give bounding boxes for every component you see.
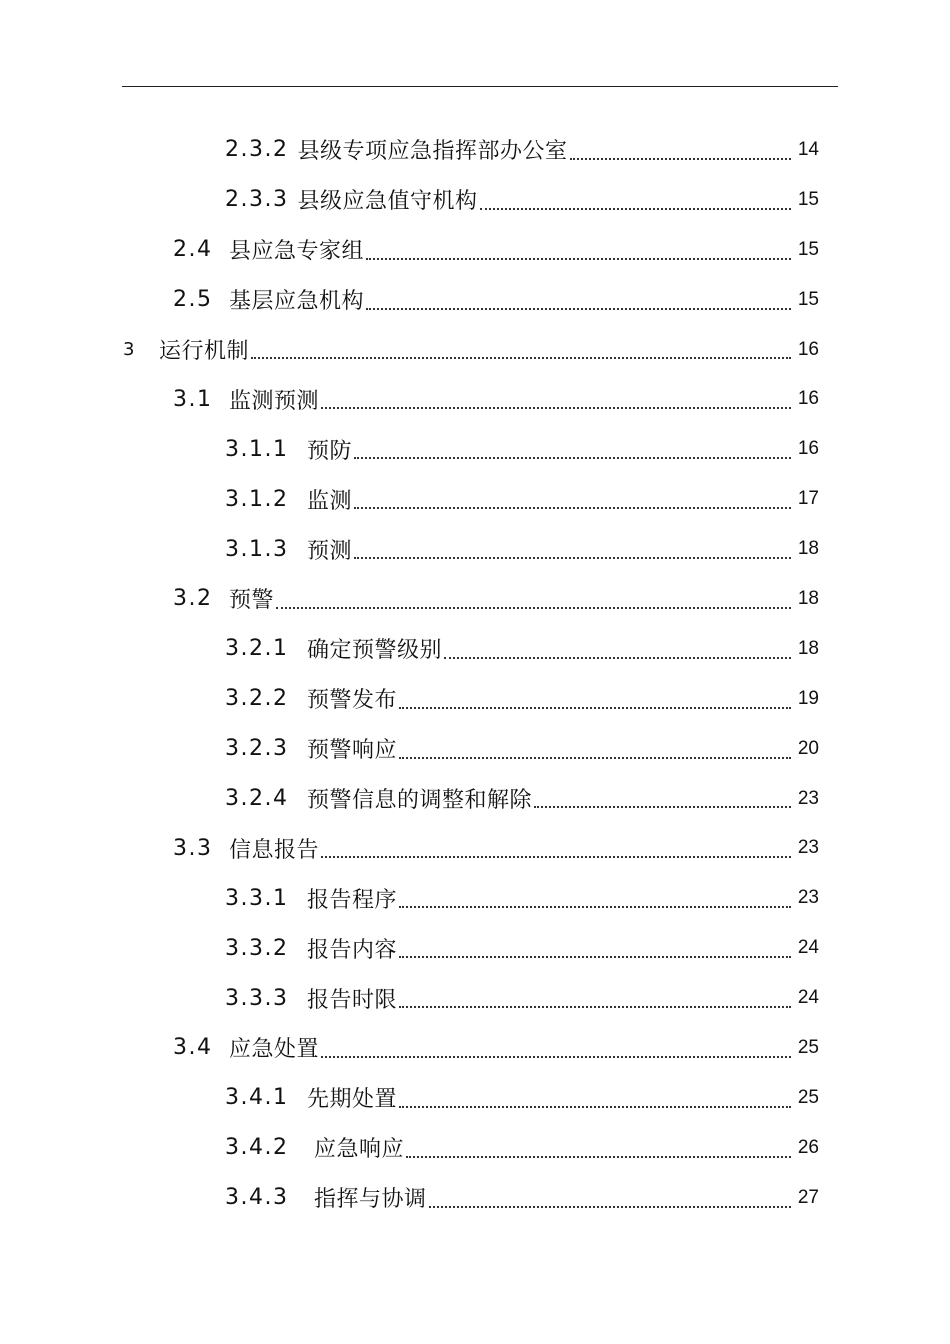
toc-entry-title: 预防 xyxy=(307,438,353,464)
toc-entry-title: 预警信息的调整和解除 xyxy=(307,788,533,814)
toc-dot-leader xyxy=(321,856,791,858)
toc-entry-number: 3.2.1 xyxy=(225,636,289,662)
toc-entry-page: 15 xyxy=(797,288,819,310)
toc-entry-number: 2.4 xyxy=(173,237,213,263)
toc-entry-number: 2.5 xyxy=(173,287,213,313)
toc-dot-leader xyxy=(399,707,791,709)
toc-entry-title: 县级专项应急指挥部办公室 xyxy=(297,139,568,165)
toc-dot-leader xyxy=(354,457,791,459)
toc-entry-page: 24 xyxy=(797,937,819,959)
toc-entry-title: 先期处置 xyxy=(307,1087,398,1113)
toc-entry-page: 16 xyxy=(797,388,819,410)
toc-entry-number: 3.2.3 xyxy=(225,736,289,762)
toc-dot-leader xyxy=(276,607,791,609)
toc-entry-title: 报告内容 xyxy=(307,937,398,963)
toc-entry-number: 3.4.1 xyxy=(225,1085,289,1111)
toc-entry-page: 14 xyxy=(797,138,819,160)
toc-dot-leader xyxy=(399,1006,791,1008)
toc-entry-page: 18 xyxy=(797,637,819,659)
toc-entry-page: 23 xyxy=(797,887,819,909)
toc-dot-leader xyxy=(399,956,791,958)
toc-entry-page: 26 xyxy=(797,1136,819,1158)
toc-dot-leader xyxy=(429,1206,791,1208)
toc-entry[interactable] xyxy=(0,674,950,724)
toc-dot-leader xyxy=(570,158,792,160)
toc-entry-title: 监测预测 xyxy=(229,388,320,414)
toc-entry[interactable] xyxy=(0,873,950,923)
toc-entry-title: 基层应急机构 xyxy=(229,289,365,315)
toc-entry-number: 3.1.1 xyxy=(225,436,289,462)
toc-entry-number: 3.4 xyxy=(173,1035,213,1061)
toc-entry-page: 27 xyxy=(797,1186,819,1208)
toc-entry[interactable] xyxy=(0,1123,950,1173)
toc-entry-title: 预警响应 xyxy=(307,738,398,764)
toc-entry[interactable] xyxy=(0,225,950,275)
toc-entry-page: 15 xyxy=(797,238,819,260)
toc-entry-page: 25 xyxy=(797,1036,819,1058)
toc-dot-leader xyxy=(534,806,791,808)
toc-entry[interactable] xyxy=(0,923,950,973)
toc-entry-title: 应急处置 xyxy=(229,1037,320,1063)
toc-entry[interactable] xyxy=(0,774,950,824)
toc-entry[interactable] xyxy=(0,823,950,873)
toc-entry[interactable] xyxy=(0,325,950,375)
toc-entry-page: 16 xyxy=(797,438,819,460)
toc-entry-page: 25 xyxy=(797,1086,819,1108)
toc-entry-number: 3.3.3 xyxy=(225,985,289,1011)
toc-entry[interactable] xyxy=(0,1173,950,1223)
toc-entry-number: 3.3.2 xyxy=(225,935,289,961)
toc-entry-page: 18 xyxy=(797,587,819,609)
toc-entry-page: 23 xyxy=(797,787,819,809)
toc-entry-number: 3.1.2 xyxy=(225,486,289,512)
toc-dot-leader xyxy=(354,557,791,559)
toc-entry-title: 信息报告 xyxy=(229,837,320,863)
toc-dot-leader xyxy=(399,757,791,759)
toc-dot-leader xyxy=(321,407,791,409)
toc-entry-page: 16 xyxy=(797,338,819,360)
toc-dot-leader xyxy=(366,258,791,260)
toc-entry-number: 3.2 xyxy=(173,586,213,612)
toc-entry-number: 3.1 xyxy=(173,386,213,412)
header-rule xyxy=(122,86,838,87)
toc-dot-leader xyxy=(399,1106,791,1108)
toc-entry-title: 预测 xyxy=(307,538,353,564)
toc-entry-title: 监测 xyxy=(307,488,353,514)
toc-entry[interactable] xyxy=(0,524,950,574)
toc-dot-leader xyxy=(251,357,791,359)
toc-entry-title: 县应急专家组 xyxy=(229,239,365,265)
toc-entry-number: 3.2.2 xyxy=(225,686,289,712)
toc-entry-title: 确定预警级别 xyxy=(307,638,443,664)
toc-dot-leader xyxy=(406,1156,791,1158)
toc-entry[interactable] xyxy=(0,973,950,1023)
toc-entry-title: 指挥与协调 xyxy=(314,1187,427,1213)
toc-entry-page: 17 xyxy=(797,488,819,510)
toc-dot-leader xyxy=(354,507,791,509)
toc-entry-title: 报告时限 xyxy=(307,987,398,1013)
toc-entry-page: 18 xyxy=(797,538,819,560)
toc-entry-title: 预警发布 xyxy=(307,688,398,714)
toc-entry[interactable] xyxy=(0,574,950,624)
toc-entry-page: 15 xyxy=(797,188,819,210)
toc-entry-page: 23 xyxy=(797,837,819,859)
toc-dot-leader xyxy=(480,208,792,210)
toc-entry[interactable] xyxy=(0,624,950,674)
toc-entry-title: 县级应急值守机构 xyxy=(297,189,478,215)
toc-entry[interactable] xyxy=(0,175,950,225)
toc-entry-title: 报告程序 xyxy=(307,887,398,913)
toc-entry-number: 3.4.3 xyxy=(225,1185,289,1211)
toc-entry[interactable] xyxy=(0,275,950,325)
toc-entry[interactable] xyxy=(0,424,950,474)
toc-entry[interactable] xyxy=(0,474,950,524)
toc-entry-page: 24 xyxy=(797,987,819,1009)
toc-entry-number: 2.3.3 xyxy=(225,187,289,213)
toc-entry-number: 2.3.2 xyxy=(225,137,289,163)
toc-entry[interactable] xyxy=(0,1073,950,1123)
toc-entry-title: 运行机制 xyxy=(159,339,250,364)
toc-dot-leader xyxy=(321,1056,791,1058)
toc-dot-leader xyxy=(399,906,791,908)
toc-entry-number: 3.3 xyxy=(173,835,213,861)
toc-entry[interactable] xyxy=(0,1023,950,1073)
toc-entry-number: 3.2.4 xyxy=(225,786,289,812)
toc-entry[interactable] xyxy=(0,125,950,175)
toc-entry-page: 19 xyxy=(797,687,819,709)
toc-entry-number: 3.3.1 xyxy=(225,885,289,911)
toc-entry[interactable] xyxy=(0,374,950,424)
toc-dot-leader xyxy=(366,308,791,310)
toc-entry-title: 应急响应 xyxy=(314,1137,405,1163)
toc-entry-title: 预警 xyxy=(229,588,275,614)
toc-entry[interactable] xyxy=(0,724,950,774)
toc-entry-number: 3.1.3 xyxy=(225,536,289,562)
table-of-contents xyxy=(0,125,950,1223)
toc-entry-page: 20 xyxy=(797,737,819,759)
toc-entry-number: 3.4.2 xyxy=(225,1135,289,1161)
toc-entry-number: 3 xyxy=(123,339,135,360)
toc-dot-leader xyxy=(444,657,791,659)
